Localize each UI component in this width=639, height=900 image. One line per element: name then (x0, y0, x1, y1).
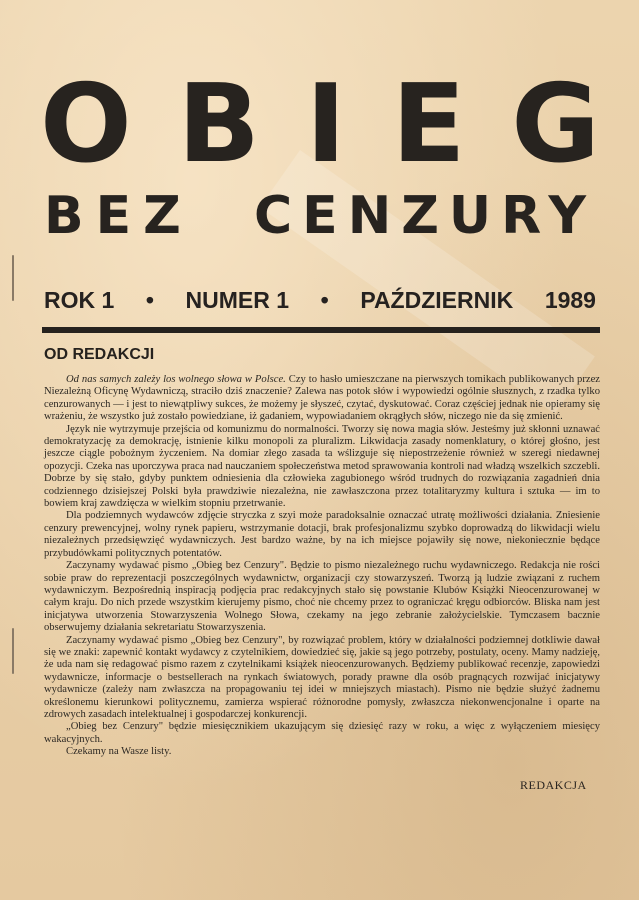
masthead-letter-b: B (177, 62, 260, 187)
issue-number: NUMER 1 (185, 286, 290, 313)
subtitle-word-cenzury: CENZURY (254, 186, 596, 246)
masthead-letter-o: O (40, 62, 132, 187)
issue-calendar-year: 1989 (544, 286, 596, 313)
article-paragraph: Czekamy na Wasze listy. (66, 746, 172, 758)
masthead-subtitle (44, 186, 596, 246)
article-body (44, 374, 600, 759)
article-paragraph: Język nie wytrzymuje przejścia od komunizmu do normalności. Tworzy się nowa magia słów. Jesteśmy już skłonni uznawać demokratyzację za demokrację, istnienie kilku monopoli za pluralizm. Likwidacja zasady nomenklatury, o której głośno, jest jeszcze ciągle pobożnym życzeniem. Na domiar złego zasada ta wślizguje się niepostrzeżenie również w szeregi niedawnej opozycji. Czeka nas uporczywa praca nad nauczaniem społeczeństwa metod sprawowania kontroli nad władzą wszelkich szczebli. Dobrze by się stało, gdyby punktem odniesienia dla człowieka zagubionego wśród trudnych do rozwiązania zagadnień dnia codziennego dzisiejszej Polski była prawdziwie niezależna, nie zawłaszczona przez totalitaryzmy kultura i sztuka — im to bowiem kraj zawdzięcza w wielkim stopniu przetrwanie. (44, 423, 600, 510)
article-paragraph: Dla podziemnych wydawców zdjęcie stryczka z szyi może paradoksalnie oznaczać utratę możliwości działania. Zniesienie cenzury prewencyjnej, wolny rynek papieru, wstrzymanie dotacji, brak profesjonalizmu szybko doprowadzą do likwidacji wielu niezależnych przedsięwzięć wydawniczych. Jest bardzo ważne, by na ich miejsce pojawiły się nowe, niekoniecznie będące przybudówkami politycznych potentatów. (44, 510, 600, 559)
staple-mark-bottom (12, 628, 14, 674)
article-paragraph: Zaczynamy wydawać pismo „Obieg bez Cenzury", by rozwiązać problem, który w działalności podziemnej dotkliwie dawał się we znaki: zapewnić kontakt wydawcy z czytelnikiem, dowiedzieć się, jakie są jego potrzeby, postulaty, oceny. Mamy nadzieję, że uda nam się redagować pismo razem z czytelnikami książek nieocenzurowanych. Będziemy publikować recenzje, zapowiedzi wydawnicze, informacje o bestsellerach na rynkach światowych, porady prawne dla osób pragnących rozwijać inicjatywy wydawnicze (zależy nam zwłaszcza na propagowaniu tej idei w mniejszych miastach). Pismo nie będzie służyć żadnemu określonemu kierunkowi politycznemu, zamierza wspierać różnorodne pomysły, zwłaszcza niekonwencjonalne i oparte na zdrowych zasadach intelektualnej i gospodarczej konkurencji. (44, 634, 600, 720)
article-paragraph: Zaczynamy wydawać pismo „Obieg bez Cenzury". Będzie to pismo niezależnego ruchu wydawniczego. Redakcja nie rości sobie praw do reprezentacji poszczególnych wydawnictw, organizacji czy stowarzyszeń. Tworzą ją ludzie związani z ruchem wydawniczym. Bezpośrednią inspiracją podjęcia prac redakcyjnych stało się powstanie Klubów Książki Nieocenzurowanej w całym kraju. Do nich przede wszystkim kierujemy pismo, choć nie chcemy przez to ograniczać kręgu odbiorców. Bliska nam jest inicjatywa utworzenia Stowarzyszenia Wolnego Słowa, czekamy na jego zebranie założycielskie. Tymczasem bacznie obserwujemy działania sekretariatu Stowarzyszenia. (44, 560, 600, 634)
article-signature: REDAKCJA (520, 778, 587, 792)
masthead-letter-i: I (305, 62, 346, 187)
article-lead-italic: Od nas samych zależy los wolnego słowa w Polsce. (66, 374, 286, 385)
issue-line (44, 284, 596, 316)
masthead-title (40, 62, 600, 187)
article-paragraph (44, 374, 600, 424)
issue-month: PAŹDZIERNIK (360, 286, 514, 313)
masthead-letter-e: E (391, 62, 466, 187)
masthead-letter-g: G (511, 62, 600, 187)
article-paragraph: „Obieg bez Cenzury" będzie miesięcznikiem ukazującym się dziesięć razy w roku, a więc z wyłączeniem miesięcy wakacyjnych. (44, 721, 600, 745)
issue-year-number: ROK 1 (44, 286, 115, 313)
issue-separator: • (320, 286, 329, 313)
header-rule (42, 327, 600, 333)
article-paragraph-text: Czy to hasło umieszczane na pierwszych tomikach publikowanych przez Niezależną Oficynę Wydawniczą, straciło dziś znaczenie? Zalewa nas potok słów i wypowiedzi ogólnie słusznych, z rzadka tylko cenzurowanych — i jest to niewątpliwy sukces, że możemy je słyszeć, czytać, dyskutować. Coraz częściej jednak nie opieramy się wrażeniu, że wszystko już zostało powiedziane, iż gadaniem, wypowiadaniem okrągłych słów, niczego nie da się zmienić. (44, 374, 600, 423)
issue-separator: • (145, 286, 154, 313)
staple-mark-top (12, 255, 14, 301)
article-heading: OD REDAKCJI (44, 346, 155, 363)
subtitle-word-bez: BEZ (44, 186, 193, 246)
